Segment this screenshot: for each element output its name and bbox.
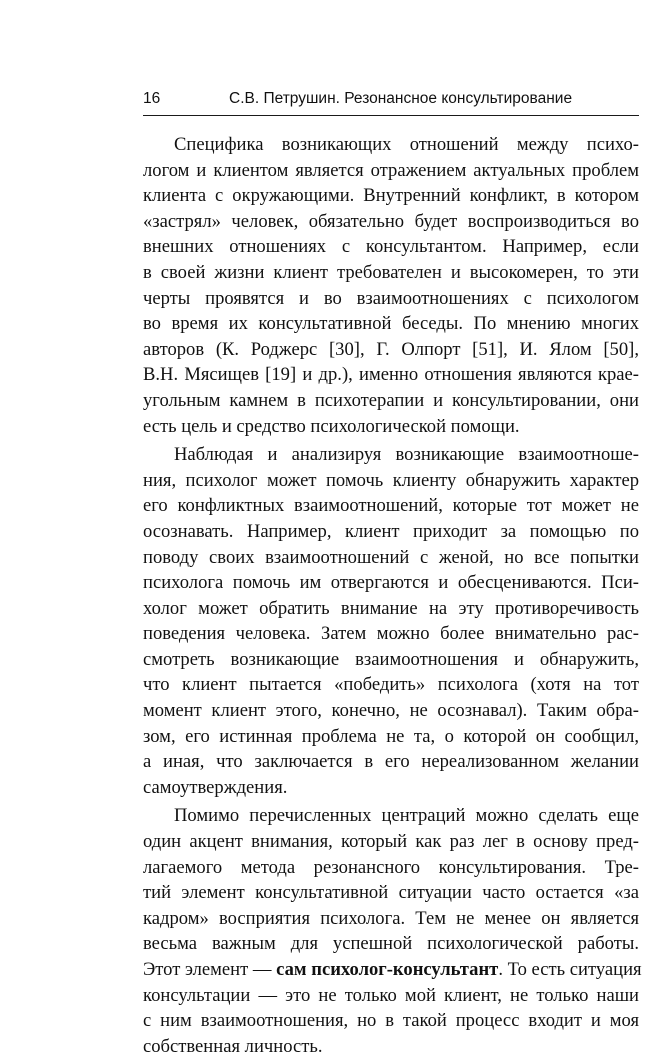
text-line: смотреть возникающие взаимоотношения и обнаружить, — [143, 648, 639, 670]
bold-term: сам психолог-консультант — [276, 959, 499, 980]
paragraph — [143, 132, 639, 439]
text-line: логом и клиентом является отражением актуальных проблем — [143, 159, 639, 181]
text-line: авторов (К. Роджерс [30], Г. Олпорт [51], И. Ялом [50], — [143, 338, 639, 360]
text-run: . То есть ситуация — [498, 959, 642, 980]
text-line: Помимо перечисленных центраций можно сделать еще — [174, 805, 639, 827]
text-line: зом, его истинная проблема не та, о которой он сообщил, — [143, 725, 639, 747]
text-line: поведения человека. Затем можно более внимательно рас- — [143, 623, 639, 645]
text-line: внешних отношениях с консультантом. Например, если — [143, 236, 639, 258]
text-line-with-bold — [143, 957, 642, 983]
text-line: кадром» восприятия психолога. Тем не менее он является — [143, 907, 639, 929]
text-line: во время их консультативной беседы. По мнению многих — [143, 313, 639, 335]
paragraph — [143, 442, 639, 800]
text-line: что клиент пытается «победить» психолога (хотя на тот — [143, 674, 639, 696]
body-text — [143, 132, 642, 1059]
running-title: С.В. Петрушин. Резонансное консультирование — [229, 90, 573, 107]
text-line: ния, психолог может помочь клиенту обнаружить характер — [143, 469, 639, 491]
header-rule — [143, 115, 639, 116]
text-line: угольным камнем в психотерапии и консультировании, они — [143, 389, 639, 411]
text-line: лагаемого метода резонансного консультирования. Тре- — [143, 856, 639, 878]
text-line: осознавать. Например, клиент приходит за помощью по — [143, 520, 639, 542]
text-line: Специфика возникающих отношений между психо- — [174, 134, 639, 155]
text-line: с ним взаимоотношения, но в такой процесс входит и моя — [143, 1010, 639, 1032]
text-line: тий элемент консультативной ситуации часто остается «за — [143, 882, 639, 904]
running-head — [143, 88, 639, 114]
text-line: есть цель и средство психологической помощи. — [143, 415, 520, 437]
text-line: клиента с окружающими. Внутренний конфликт, в котором — [143, 185, 639, 207]
text-line: в своей жизни клиент требователен и высокомерен, то эти — [143, 261, 639, 283]
text-line: В.Н. Мясищев [19] и др.), именно отношения являются крае- — [143, 364, 639, 386]
text-line: а иная, что заключается в его нереализованном желании — [143, 751, 639, 773]
text-line: холог может обратить внимание на эту противоречивость — [143, 597, 639, 619]
text-line: психолога помочь им отвергаются и обесцениваются. Пси- — [143, 572, 639, 594]
text-line: черты проявятся и во взаимоотношениях с психологом — [143, 287, 639, 309]
text-line: Наблюдая и анализируя возникающие взаимоотноше- — [174, 444, 639, 466]
text-run: Этот элемент — — [143, 959, 277, 980]
page-number: 16 — [143, 90, 161, 107]
text-line: консультации — это не только мой клиент, не только наши — [143, 984, 639, 1006]
text-line: самоутверждения. — [143, 776, 288, 798]
text-line: момент клиент этого, конечно, не осознавал). Таким обра- — [143, 700, 639, 722]
text-line: весьма важным для успешной психологической работы. — [143, 933, 639, 955]
text-line: собственная личность. — [143, 1035, 323, 1057]
text-line: «застрял» человек, обязательно будет воспроизводиться во — [143, 210, 639, 232]
paragraph — [143, 803, 642, 1059]
text-line: поводу своих взаимоотношений с женой, но все попытки — [143, 546, 639, 568]
text-line: его конфликтных взаимоотношений, которые тот может не — [143, 495, 639, 517]
text-line: один акцент внимания, который как раз лег в основу пред- — [143, 831, 639, 853]
